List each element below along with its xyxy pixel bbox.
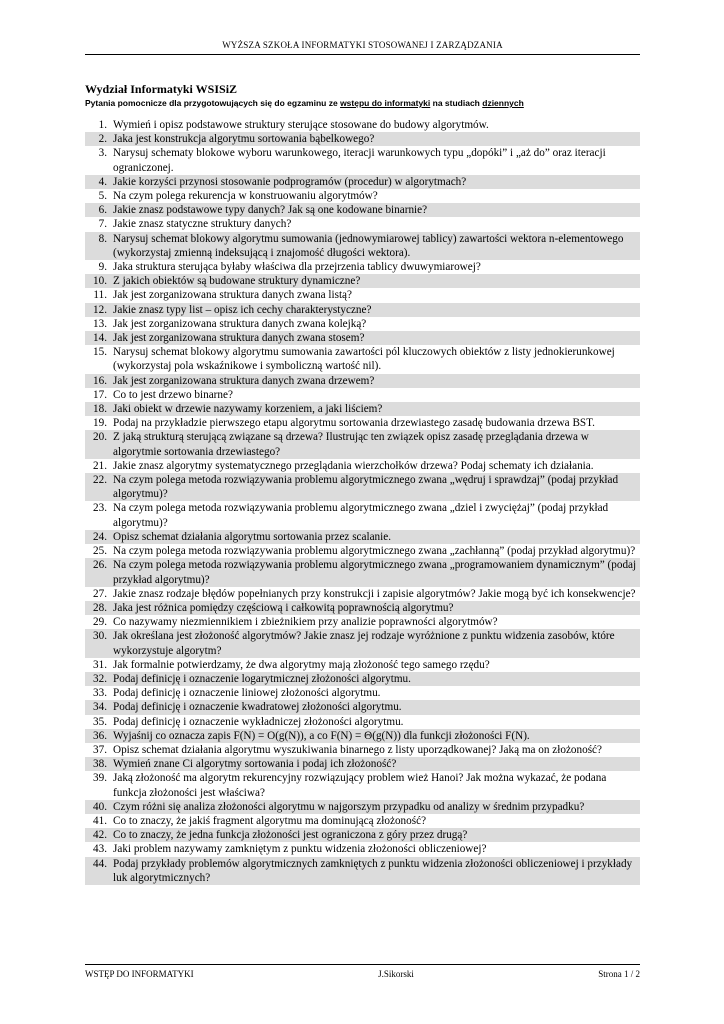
question-item <box>85 118 640 132</box>
question-item <box>85 232 640 260</box>
question-number: 38. <box>93 758 107 771</box>
question-text: Opisz schemat działania algorytmu wyszukiwania binarnego z listy uporządkowanej? Jaką ma on złożoność? <box>113 743 602 756</box>
question-text: Jaki obiekt w drzewie nazywamy korzeniem, a jaki liściem? <box>113 403 383 416</box>
question-text: Jakie znasz podstawowe typy danych? Jak są one kodowane binarnie? <box>113 204 428 217</box>
question-text: Jak określana jest złożoność algorytmów? Jakie znasz jej rodzaje wyróżnione z punktu widzenia zasobów, które wykorzystuje algorytm? <box>113 630 615 657</box>
page-header: WYŻSZA SZKOŁA INFORMATYKI STOSOWANEJ I ZARZĄDZANIA <box>85 40 640 55</box>
question-item <box>85 587 640 601</box>
question-item <box>85 203 640 217</box>
question-number: 5. <box>98 190 107 203</box>
question-text: Jaka jest konstrukcja algorytmu sortowania bąbelkowego? <box>113 133 375 146</box>
question-number: 18. <box>93 403 107 416</box>
question-text: Jakie znasz statyczne struktury danych? <box>113 218 292 231</box>
question-item <box>85 544 640 558</box>
question-number: 43. <box>93 843 107 856</box>
question-text: Jaka jest różnica pomiędzy częściową i całkowitą poprawnością algorytmu? <box>113 601 454 614</box>
question-text: Wymień znane Ci algorytmy sortowania i podaj ich złożoność? <box>113 758 397 771</box>
question-text: Na czym polega rekurencja w konstruowaniu algorytmów? <box>113 190 378 203</box>
question-text: Co to jest drzewo binarne? <box>113 388 233 401</box>
question-text: Jakie znasz algorytmy systematycznego przeglądania wierzchołków drzewa? Podaj schematy ich działania. <box>113 459 594 472</box>
question-item <box>85 459 640 473</box>
question-item <box>85 601 640 615</box>
question-number: 28. <box>93 601 107 614</box>
question-item <box>85 175 640 189</box>
question-number: 6. <box>98 204 107 217</box>
question-text: Co to znaczy, że jakiś fragment algorytmu ma dominującą złożoność? <box>113 814 427 827</box>
question-text: Podaj przykłady problemów algorytmicznych zamkniętych z punktu widzenia złożoności obliczeniowej i przykłady luk algorytmicznych? <box>113 857 633 884</box>
question-number: 27. <box>93 587 107 600</box>
question-number: 9. <box>98 261 107 274</box>
question-item <box>85 857 640 885</box>
question-text: Jak jest zorganizowana struktura danych zwana stosem? <box>113 332 365 345</box>
question-item <box>85 430 640 458</box>
question-text: Z jaką strukturą sterującą związane są drzewa? Ilustrując ten związek opisz zasadę przeglądania drzewa w algorytmie sortowania drzewiastego? <box>113 431 589 458</box>
question-text: Podaj definicję i oznaczenie kwadratowej złożoności algorytmu. <box>113 701 402 714</box>
question-number: 44. <box>93 857 107 870</box>
question-item <box>85 530 640 544</box>
question-number: 15. <box>93 346 107 359</box>
faculty-title: Wydział Informatyki WSISiZ <box>85 82 238 96</box>
question-item <box>85 729 640 743</box>
question-number: 32. <box>93 672 107 685</box>
question-item <box>85 146 640 174</box>
question-text: Na czym polega metoda rozwiązywania problemu algorytmicznego zwana „programowaniem dynamicznym” (podaj przykład algorytmu)? <box>113 559 637 586</box>
question-text: Czym różni się analiza złożoności algorytmu w najgorszym przypadku od analizy w średnim przypadku? <box>113 800 585 813</box>
question-item <box>85 260 640 274</box>
question-item <box>85 189 640 203</box>
question-text: Jakie znasz typy list – opisz ich cechy charakterystyczne? <box>113 303 372 316</box>
question-text: Co nazywamy niezmiennikiem i zbieżnikiem przy analizie poprawności algorytmów? <box>113 616 498 629</box>
question-item <box>85 416 640 430</box>
question-number: 36. <box>93 729 107 742</box>
question-item <box>85 800 640 814</box>
question-text: Wymień i opisz podstawowe struktury sterujące stosowane do budowy algorytmów. <box>113 119 489 131</box>
question-number: 13. <box>93 317 107 330</box>
question-text: Podaj definicję i oznaczenie liniowej złożoności algorytmu. <box>113 687 381 700</box>
page-footer <box>85 964 640 979</box>
question-text: Na czym polega metoda rozwiązywania problemu algorytmicznego zwana „zachłanną” (podaj przykład algorytmu)? <box>113 545 636 558</box>
question-item <box>85 303 640 317</box>
question-item <box>85 757 640 771</box>
question-number: 8. <box>98 232 107 245</box>
question-text: Na czym polega metoda rozwiązywania problemu algorytmicznego zwana „wędruj i sprawdzaj” (podaj przykład algorytmu)? <box>113 474 619 501</box>
question-text: Co to znaczy, że jedna funkcja złożoności jest ograniczona z góry przez drugą? <box>113 829 468 842</box>
question-number: 3. <box>98 147 107 160</box>
question-item <box>85 558 640 586</box>
question-item <box>85 629 640 657</box>
question-text: Wyjaśnij co oznacza zapis F(N) = O(g(N)), a co F(N) = Θ(g(N)) dla funkcji złożoności F(N). <box>113 729 530 742</box>
question-number: 16. <box>93 374 107 387</box>
question-text: Narysuj schemat blokowy algorytmu sumowania zawartości pól kluczowych obiektów z listy jednokierunkowej (wykorzystaj pola wskaźnikowe i symboliczną wartość nil). <box>113 346 615 373</box>
question-list <box>85 118 640 885</box>
question-number: 1. <box>98 119 107 131</box>
question-text: Jak jest zorganizowana struktura danych zwana drzewem? <box>113 374 375 387</box>
question-text: Podaj na przykładzie pierwszego etapu algorytmu sortowania drzewiastego zasadę budowania drzewa BST. <box>113 417 595 430</box>
subtitle-subject: wstępu do informatyki <box>340 98 431 108</box>
question-number: 37. <box>93 743 107 756</box>
question-text: Narysuj schematy blokowe wyboru warunkowego, iteracji warunkowych typu „dopóki” i „aż do” oraz iteracji ograniczonej. <box>113 147 606 174</box>
question-item <box>85 217 640 231</box>
subtitle-mode: dziennych <box>482 98 524 108</box>
question-text: Jak jest zorganizowana struktura danych zwana listą? <box>113 289 352 302</box>
question-item <box>85 658 640 672</box>
question-text: Jakie korzyści przynosi stosowanie podprogramów (procedur) w algorytmach? <box>113 175 467 188</box>
question-item <box>85 715 640 729</box>
question-number: 26. <box>93 559 107 572</box>
question-text: Jaką złożoność ma algorytm rekurencyjny rozwiązujący problem wież Hanoi? Jak można wykazać, że podana funkcja złożoności jest właściwa? <box>113 772 607 799</box>
question-item <box>85 132 640 146</box>
question-number: 33. <box>93 687 107 700</box>
question-item <box>85 345 640 373</box>
question-number: 20. <box>93 431 107 444</box>
question-item <box>85 374 640 388</box>
question-number: 14. <box>93 332 107 345</box>
question-text: Jaka struktura sterująca byłaby właściwa dla przejrzenia tablicy dwuwymiarowej? <box>113 261 481 274</box>
question-item <box>85 615 640 629</box>
question-item <box>85 274 640 288</box>
question-item <box>85 686 640 700</box>
question-number: 21. <box>93 459 107 472</box>
question-number: 2. <box>98 133 107 146</box>
question-number: 29. <box>93 616 107 629</box>
question-item <box>85 402 640 416</box>
question-text: Jaki problem nazywamy zamkniętym z punktu widzenia złożoności obliczeniowej? <box>113 843 487 856</box>
question-item <box>85 317 640 331</box>
question-number: 19. <box>93 417 107 430</box>
question-item <box>85 814 640 828</box>
document-subtitle <box>85 98 524 108</box>
question-text: Jakie znasz rodzaje błędów popełnianych przy konstrukcji i zapisie algorytmów? Jakie mogą być ich konsekwencje? <box>113 587 636 600</box>
question-item <box>85 842 640 856</box>
question-number: 24. <box>93 530 107 543</box>
question-item <box>85 331 640 345</box>
question-number: 35. <box>93 715 107 728</box>
question-text: Narysuj schemat blokowy algorytmu sumowania (jednowymiarowej tablicy) zawartości wektora n-elementowego (wykorzystaj zmienną indeksującą i znajomość długości wektora). <box>113 232 624 259</box>
question-item <box>85 743 640 757</box>
footer-author: J.Sikorski <box>378 969 414 979</box>
question-item <box>85 828 640 842</box>
question-number: 17. <box>93 388 107 401</box>
question-text: Podaj definicję i oznaczenie logarytmicznej złożoności algorytmu. <box>113 672 411 685</box>
question-number: 30. <box>93 630 107 643</box>
question-text: Na czym polega metoda rozwiązywania problemu algorytmicznego zwana „dziel i zwyciężaj” (podaj przykład algorytmu)? <box>113 502 609 529</box>
question-text: Jak formalnie potwierdzamy, że dwa algorytmy mają złożoność tego samego rzędu? <box>113 658 490 671</box>
question-number: 11. <box>93 289 107 302</box>
question-number: 39. <box>93 772 107 785</box>
question-item <box>85 672 640 686</box>
question-text: Z jakich obiektów są budowane struktury dynamiczne? <box>113 275 361 288</box>
question-number: 12. <box>93 303 107 316</box>
subtitle-part1: Pytania pomocnicze dla przygotowujących się do egzaminu ze <box>85 98 341 108</box>
question-number: 25. <box>93 545 107 558</box>
question-number: 10. <box>93 275 107 288</box>
question-number: 4. <box>98 175 107 188</box>
footer-course: WSTĘP DO INFORMATYKI <box>85 969 194 979</box>
question-number: 31. <box>93 658 107 671</box>
question-number: 41. <box>93 814 107 827</box>
question-item <box>85 771 640 799</box>
question-text: Podaj definicję i oznaczenie wykładniczej złożoności algorytmu. <box>113 715 404 728</box>
question-number: 22. <box>93 474 107 487</box>
question-number: 42. <box>93 829 107 842</box>
footer-page-number: Strona 1 / 2 <box>598 969 640 979</box>
subtitle-part3: na studiach <box>430 98 483 108</box>
question-text: Jak jest zorganizowana struktura danych zwana kolejką? <box>113 317 367 330</box>
question-number: 40. <box>93 800 107 813</box>
question-number: 7. <box>98 218 107 231</box>
question-item <box>85 501 640 529</box>
question-number: 34. <box>93 701 107 714</box>
question-item <box>85 473 640 501</box>
question-item <box>85 288 640 302</box>
question-item <box>85 388 640 402</box>
question-text: Opisz schemat działania algorytmu sortowania przez scalanie. <box>113 530 392 543</box>
question-item <box>85 700 640 714</box>
question-number: 23. <box>93 502 107 515</box>
